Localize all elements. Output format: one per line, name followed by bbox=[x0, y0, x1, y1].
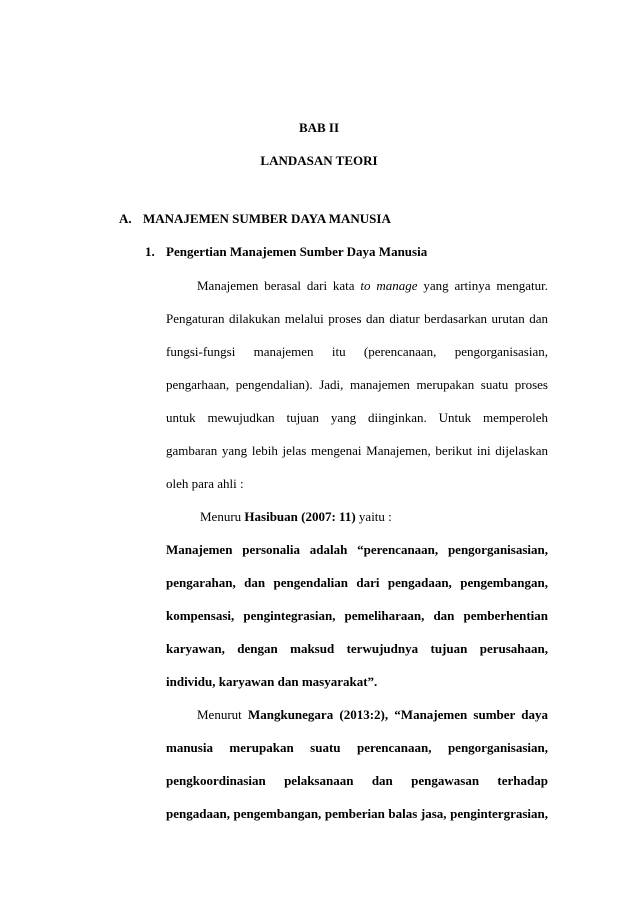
mangkunegara-quote-line3: pengadaan, pengembangan, pemberian balas jasa, pengintergrasian, bbox=[166, 806, 548, 821]
hasibuan-citation: Hasibuan (2007: 11) bbox=[244, 509, 356, 524]
subsection-number: 1. bbox=[145, 244, 155, 259]
mangkunegara-quote-line2: pengkoordinasian pelaksanaan dan pengawasan terhadap bbox=[166, 773, 548, 788]
hasibuan-intro-text: Menuru bbox=[200, 509, 242, 524]
hasibuan-quote-line2: pengarahan, dan pengendalian dari pengadaan, pengembangan, bbox=[166, 575, 548, 590]
para1-text: Manajemen berasal dari kata bbox=[197, 278, 355, 293]
hasibuan-quote-line5: individu, karyawan dan masyarakat”. bbox=[166, 674, 378, 689]
section-letter: A. bbox=[119, 211, 132, 226]
mangkunegara-intro bbox=[197, 707, 548, 723]
para1-line6: gambaran yang lebih jelas mengenai Manajemen, berikut ini dijelaskan bbox=[166, 443, 548, 458]
hasibuan-quote-line1: Manajemen personalia adalah “perencanaan, pengorganisasian, bbox=[166, 542, 548, 557]
mangkunegara-citation: Mangkunegara (2013:2), “Manajemen sumber daya bbox=[247, 707, 548, 722]
para1-italic-term: to manage bbox=[360, 278, 418, 293]
subsection-title: Pengertian Manajemen Sumber Daya Manusia bbox=[166, 244, 428, 259]
para1-text: yang artinya mengatur. bbox=[423, 278, 548, 293]
mangkunegara-intro-text: Menurut bbox=[197, 707, 242, 722]
para1-line4: pengarhaan, pengendalian). Jadi, manajemen merupakan suatu proses bbox=[166, 377, 548, 392]
hasibuan-quote-line4: karyawan, dengan maksud terwujudnya tujuan perusahaan, bbox=[166, 641, 548, 656]
hasibuan-quote-line3: kompensasi, pengintegrasian, pemeliharaan, dan pemberhentian bbox=[166, 608, 548, 623]
mangkunegara-quote-line1: manusia merupakan suatu perencanaan, pengorganisasian, bbox=[166, 740, 548, 755]
para1-line1 bbox=[197, 278, 548, 294]
para1-line7: oleh para ahli : bbox=[166, 476, 244, 491]
chapter-title: LANDASAN TEORI bbox=[260, 153, 378, 168]
para1-line3: fungsi-fungsi manajemen itu (perencanaan, pengorganisasian, bbox=[166, 344, 548, 359]
hasibuan-intro-text: yaitu : bbox=[358, 509, 392, 524]
hasibuan-intro bbox=[200, 509, 548, 525]
para1-line2: Pengaturan dilakukan melalui proses dan diatur berdasarkan urutan dan bbox=[166, 311, 548, 326]
section-title: MANAJEMEN SUMBER DAYA MANUSIA bbox=[143, 211, 391, 226]
para1-line5: untuk mewujudkan tujuan yang diinginkan. Untuk memperoleh bbox=[166, 410, 548, 425]
chapter-label: BAB II bbox=[298, 120, 340, 135]
